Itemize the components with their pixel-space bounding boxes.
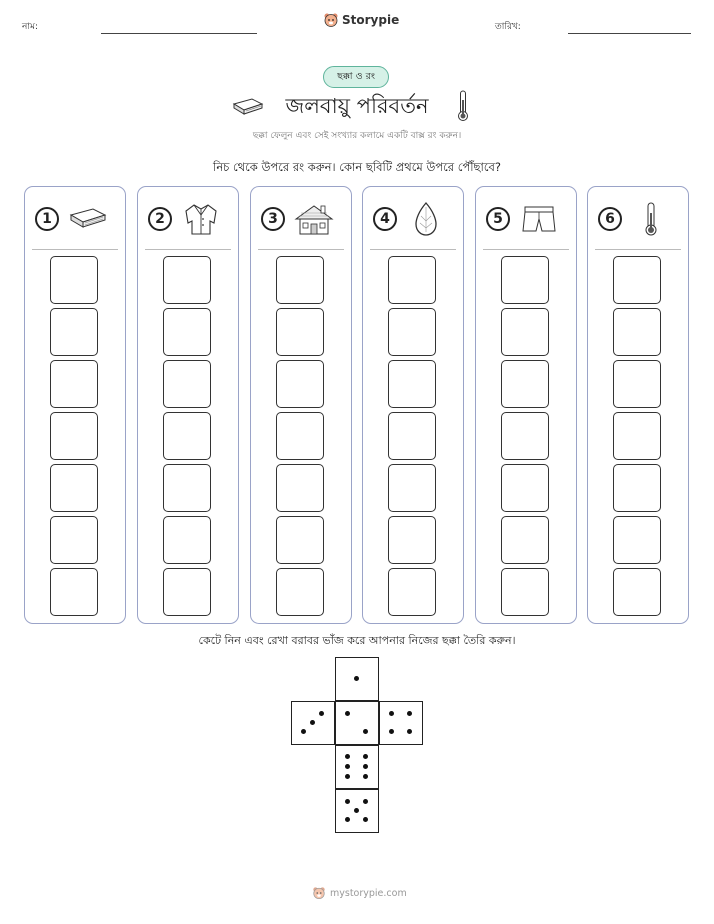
column-header (598, 201, 678, 237)
column-2 (137, 186, 239, 624)
subtitle: ছক্কা ফেলুন এবং সেই সংখ্যার কলামে একটি বাক্স রং করুন। (252, 131, 462, 141)
pip (389, 711, 394, 716)
color-box[interactable] (613, 308, 661, 356)
book-icon (67, 201, 109, 237)
pip (363, 729, 368, 734)
color-box[interactable] (613, 256, 661, 304)
column-3 (250, 186, 352, 624)
color-box[interactable] (388, 516, 436, 564)
column-divider (145, 249, 231, 250)
column-divider (32, 249, 118, 250)
color-box[interactable] (276, 308, 324, 356)
color-box[interactable] (613, 360, 661, 408)
color-box[interactable] (163, 464, 211, 512)
color-box[interactable] (501, 308, 549, 356)
color-box[interactable] (276, 464, 324, 512)
color-box[interactable] (613, 568, 661, 616)
bear-icon (312, 886, 326, 900)
column-number: 3 (261, 207, 285, 231)
column-header (35, 201, 115, 237)
column-number: 4 (373, 207, 397, 231)
color-box[interactable] (276, 412, 324, 460)
pip (354, 808, 359, 813)
dice-face-4 (379, 701, 423, 745)
dice-face-3 (291, 701, 335, 745)
pip (363, 799, 368, 804)
color-box[interactable] (388, 412, 436, 460)
color-box[interactable] (50, 308, 98, 356)
date-line[interactable] (568, 33, 691, 34)
pip (363, 764, 368, 769)
color-box[interactable] (613, 412, 661, 460)
pip (407, 711, 412, 716)
pip (389, 729, 394, 734)
color-box[interactable] (501, 516, 549, 564)
shorts-icon (518, 201, 560, 237)
column-divider (258, 249, 344, 250)
pip (319, 711, 324, 716)
brand-name: Storypie (342, 13, 400, 27)
column-1 (24, 186, 126, 624)
thermometer-icon (630, 201, 672, 237)
dice-face-5 (335, 789, 379, 833)
dice-face-1 (335, 657, 379, 701)
color-box[interactable] (613, 516, 661, 564)
pip (345, 799, 350, 804)
column-divider (595, 249, 681, 250)
date-label: তারিখ: (495, 22, 521, 32)
name-label: নাম: (22, 22, 39, 32)
color-box[interactable] (501, 412, 549, 460)
color-box[interactable] (388, 360, 436, 408)
color-box[interactable] (50, 412, 98, 460)
pip (363, 754, 368, 759)
column-number: 1 (35, 207, 59, 231)
color-box[interactable] (501, 464, 549, 512)
color-box[interactable] (163, 308, 211, 356)
pip (345, 764, 350, 769)
pip (345, 711, 350, 716)
pip (310, 720, 315, 725)
thermometer-icon (456, 90, 470, 122)
page-title: জলবায়ু পরিবর্তন (285, 94, 429, 118)
color-box[interactable] (276, 516, 324, 564)
color-box[interactable] (388, 568, 436, 616)
color-box[interactable] (50, 256, 98, 304)
color-box[interactable] (613, 464, 661, 512)
color-box[interactable] (50, 568, 98, 616)
column-number: 5 (486, 207, 510, 231)
instruction: নিচ থেকে উপরে রং করুন। কোন ছবিটি প্রথমে উপরে পৌঁছাবে? (213, 160, 501, 174)
cottage-icon (293, 201, 335, 237)
column-header (373, 201, 453, 237)
column-header (486, 201, 566, 237)
color-box[interactable] (388, 308, 436, 356)
column-divider (483, 249, 569, 250)
color-box[interactable] (50, 360, 98, 408)
color-box[interactable] (163, 412, 211, 460)
color-box[interactable] (276, 568, 324, 616)
coat-icon (180, 201, 222, 237)
color-box[interactable] (163, 360, 211, 408)
pip (345, 754, 350, 759)
column-header (148, 201, 228, 237)
color-box[interactable] (50, 516, 98, 564)
color-box[interactable] (50, 464, 98, 512)
color-box[interactable] (388, 464, 436, 512)
pip (301, 729, 306, 734)
color-box[interactable] (501, 568, 549, 616)
pip (345, 774, 350, 779)
raindrop-icon (405, 201, 447, 237)
color-box[interactable] (163, 256, 211, 304)
column-number: 2 (148, 207, 172, 231)
name-line[interactable] (101, 33, 257, 34)
bear-icon (323, 12, 339, 28)
footer-url[interactable]: mystorypie.com (330, 887, 407, 899)
brand-logo (323, 12, 399, 28)
dice-face-2 (335, 701, 379, 745)
color-box[interactable] (276, 360, 324, 408)
cut-instruction: কেটে নিন এবং রেখা বরাবর ভাঁজ করে আপনার নিজের ছক্কা তৈরি করুন। (198, 634, 516, 647)
color-box[interactable] (163, 516, 211, 564)
color-box[interactable] (501, 360, 549, 408)
footer (312, 886, 407, 900)
column-header (261, 201, 341, 237)
column-divider (370, 249, 456, 250)
color-box[interactable] (163, 568, 211, 616)
color-box[interactable] (388, 256, 436, 304)
column-6 (587, 186, 689, 624)
column-5 (475, 186, 577, 624)
pip (345, 817, 350, 822)
dice-face-6 (335, 745, 379, 789)
column-number: 6 (598, 207, 622, 231)
pip (354, 676, 359, 681)
color-box[interactable] (501, 256, 549, 304)
pip (363, 817, 368, 822)
column-4 (362, 186, 464, 624)
activity-tag: ছক্কা ও রং (323, 66, 389, 88)
pip (407, 729, 412, 734)
color-box[interactable] (276, 256, 324, 304)
pip (363, 774, 368, 779)
